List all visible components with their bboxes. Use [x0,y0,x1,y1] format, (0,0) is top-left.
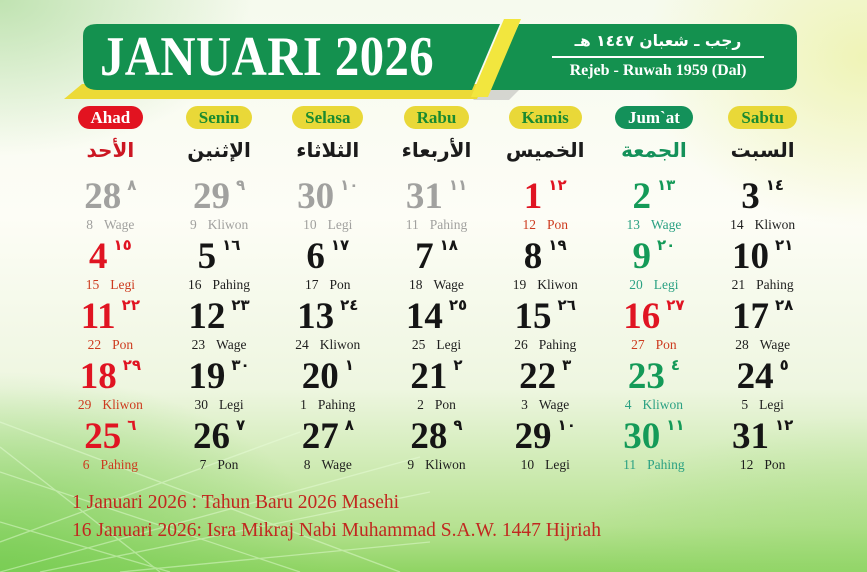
date-main [515,418,576,455]
gregorian-date: 6 [306,236,325,277]
gregorian-date: 20 [301,356,339,397]
date-cell-prev-28 [56,175,165,235]
pasaran-name: Pon [546,217,568,232]
weekday-column-senin [165,106,274,162]
hijri-date-arabic: ٢٥ [448,296,468,314]
weekday-arabic-selasa: الثلاثاء [296,138,360,162]
javanese-date: 10 [520,457,535,472]
gregorian-date: 10 [731,236,769,277]
hijri-date-arabic: ٦ [127,416,137,434]
date-cell-5 [165,235,274,295]
date-cell-31 [708,415,817,475]
date-cell-17 [708,295,817,355]
pasaran-name: Legi [218,397,244,412]
javanese-date-line [409,277,464,292]
javanese-date: 10 [303,217,317,232]
pasaran-name: Pahing [647,457,685,472]
date-main [524,178,567,215]
date-main [628,358,680,395]
pasaran-name: Legi [653,277,679,292]
pasaran-name: Wage [433,277,464,292]
weekday-row [56,106,817,162]
weekday-pill-selasa: Selasa [292,106,363,129]
javanese-date-line [417,397,456,412]
javanese-date: 20 [629,277,643,292]
hijri-date-arabic: ٢٩ [122,356,141,374]
gregorian-date: 15 [514,296,552,337]
date-cell-30 [600,415,709,475]
date-main [84,418,136,455]
pasaran-name: Kliwon [319,337,361,352]
pasaran-name: Pon [434,397,456,412]
javanese-date: 22 [87,337,102,352]
hijri-date-arabic: ٣ [562,356,572,374]
gregorian-date: 30 [297,176,335,217]
gregorian-date: 12 [188,296,226,337]
date-main [623,418,684,455]
hijri-date-arabic: ١٨ [439,236,458,254]
date-main [302,358,354,395]
date-cell-26 [165,415,274,475]
date-main [297,178,358,215]
javanese-date-line [190,217,248,232]
hijri-date-arabic: ٤ [670,356,680,374]
date-main [406,298,467,335]
javanese-date: 17 [305,277,319,292]
javanese-date: 30 [194,397,208,412]
date-cell-12 [165,295,274,355]
date-cell-24 [708,355,817,415]
javanese-date: 13 [626,217,640,232]
pasaran-name: Pahing [212,277,251,292]
date-cell-prev-29 [165,175,274,235]
gregorian-date: 22 [519,356,557,397]
gregorian-date: 31 [731,416,769,457]
weekday-arabic-ahad: الأحد [86,138,135,162]
javanese-date-line [522,217,568,232]
javanese-date: 5 [741,397,749,412]
javanese-date: 8 [303,457,311,472]
javanese-date-line [631,337,677,352]
javanese-date-line [88,337,134,352]
pasaran-name: Kliwon [537,277,578,292]
date-cell-22 [491,355,600,415]
weekday-column-ahad [56,106,165,162]
javanese-date-line [513,277,578,292]
hijri-date-arabic: ٢ [453,356,463,374]
date-cell-11 [56,295,165,355]
date-main [80,358,141,395]
weekday-arabic-jumat: الجمعة [621,138,687,162]
hijri-date-arabic: ١٦ [222,236,241,254]
pasaran-name: Pahing [317,397,356,412]
weekday-pill-rabu: Rabu [404,106,470,129]
gregorian-date: 30 [623,416,661,457]
date-main [732,298,793,335]
hijri-date-arabic: ١١ [666,416,685,434]
holiday-note-1: 1 Januari 2026 : Tahun Baru 2026 Masehi [72,492,400,513]
date-cell-10 [708,235,817,295]
date-cell-prev-30 [273,175,382,235]
date-cell-9 [600,235,709,295]
weekday-pill-sabtu: Sabtu [728,106,797,129]
javanese-date-line [200,457,239,472]
gregorian-date: 28 [84,176,122,217]
gregorian-date: 27 [301,416,339,457]
javanese-date-line [626,217,681,232]
date-cell-4 [56,235,165,295]
javanese-date: 2 [417,397,424,412]
javanese-date: 28 [735,337,749,352]
hijri-date-arabic: ٢٤ [340,296,359,314]
hijri-date-arabic: ٥ [779,356,789,374]
weekday-arabic-rabu: الأربعاء [401,138,472,162]
pasaran-name: Legi [110,277,135,292]
javanese-date-line [741,397,784,412]
hijri-date-arabic: ٧ [235,416,246,434]
javanese-date: 12 [522,217,536,232]
date-main [737,358,789,395]
javanese-date: 15 [85,277,100,292]
date-main [306,238,349,275]
holiday-notes [72,489,601,544]
javanese-date-line [732,277,794,292]
javanese-date: 16 [188,277,202,292]
gregorian-date: 8 [523,236,543,277]
hijri-date-arabic: ١٠ [340,176,359,194]
date-main [198,238,241,275]
pasaran-name: Legi [759,397,784,412]
hijri-date-arabic: ٨ [127,176,137,194]
date-main [741,178,784,215]
gregorian-date: 26 [192,416,230,457]
weekday-pill-kamis: Kamis [509,106,582,129]
pasaran-name: Pon [329,277,351,292]
hijri-date-arabic: ١٠ [557,416,576,434]
hijri-date-arabic: ٨ [344,416,354,434]
date-cell-15 [491,295,600,355]
date-main [732,238,793,275]
gregorian-date: 18 [79,356,117,397]
date-cell-7 [382,235,491,295]
gregorian-date: 9 [632,236,652,277]
pasaran-name: Wage [104,217,135,232]
date-main [89,238,132,275]
header-hijri-block [552,29,764,81]
date-main [623,298,684,335]
javanese-date: 21 [731,277,746,292]
date-main [732,418,793,455]
hijri-date-arabic: ١٢ [774,416,794,434]
gregorian-date: 1 [523,176,543,217]
date-cell-21 [382,355,491,415]
weekday-column-jumat [600,106,709,162]
weekday-arabic-kamis: الخميس [505,138,585,162]
pasaran-name: Legi [545,457,570,472]
javanese-date-line [521,397,569,412]
gregorian-date: 3 [741,176,760,217]
gregorian-date: 7 [415,236,434,277]
hijri-months-arabic: رجب ـ شعبان ١٤٤٧ هـ [574,32,742,50]
date-cell-16 [600,295,709,355]
date-cell-13 [273,295,382,355]
date-main [415,238,458,275]
date-main [84,178,136,215]
date-cell-27 [273,415,382,475]
javanese-date: 11 [623,457,637,472]
date-cell-25 [56,415,165,475]
gregorian-date: 31 [405,176,443,217]
date-main [410,358,462,395]
javanese-date: 8 [86,217,94,232]
date-main [524,238,567,275]
gregorian-date: 5 [197,236,217,277]
javanese-date: 11 [405,217,419,232]
javanese-date-line [86,217,134,232]
gregorian-date: 2 [632,176,652,217]
date-main [410,418,462,455]
weekday-pill-ahad: Ahad [78,106,144,129]
date-cell-14 [382,295,491,355]
javanese-date-line [407,457,465,472]
javanese-date: 3 [521,397,528,412]
header-divider-line [552,56,764,58]
javanese-date-line [300,397,355,412]
date-cell-23 [600,355,709,415]
javanese-date-line [740,457,786,472]
javanese-date: 9 [189,217,197,232]
date-main [81,298,140,335]
javanese-date-line [521,457,570,472]
date-cell-2 [600,175,709,235]
javanese-date-line [192,337,247,352]
pasaran-name: Wage [321,457,352,472]
hijri-date-arabic: ٢١ [774,236,794,254]
dates-grid [56,175,817,475]
javanese-date: 23 [191,337,206,352]
pasaran-name: Wage [538,397,570,412]
javanese-date: 12 [739,457,754,472]
weekday-column-rabu [382,106,491,162]
hijri-date-arabic: ٢٧ [666,296,685,314]
gregorian-date: 13 [297,296,335,337]
javanese-date-line [514,337,576,352]
javanese-date-line [305,277,351,292]
hijri-date-arabic: ١١ [448,176,468,194]
date-cell-1 [491,175,600,235]
javanese-date-line [303,217,352,232]
date-main [302,418,354,455]
date-cell-6 [273,235,382,295]
date-main [515,298,576,335]
weekday-arabic-sabtu: السبت [730,138,795,162]
date-main [297,298,358,335]
gregorian-date: 24 [736,356,774,397]
hijri-date-arabic: ١٢ [548,176,567,194]
gregorian-date: 25 [84,416,122,457]
date-cell-18 [56,355,165,415]
hijri-date-arabic: ١٣ [657,176,676,194]
hijri-date-arabic: ٩ [235,176,246,194]
weekday-column-selasa [273,106,382,162]
pasaran-name: Kliwon [425,457,466,472]
pasaran-name: Kliwon [642,397,684,412]
hijri-date-arabic: ٢٣ [231,296,250,314]
pasaran-name: Legi [327,217,353,232]
gregorian-date: 4 [88,236,108,277]
weekday-pill-jumat: Jum`at [615,106,693,129]
javanese-date-line [406,217,468,232]
javanese-date-line [625,397,683,412]
gregorian-date: 23 [627,356,665,397]
javanese-date-line [304,457,352,472]
javanese-date-line [86,277,135,292]
javanese-date: 7 [199,457,207,472]
pasaran-name: Kliwon [207,217,249,232]
date-main [519,358,571,395]
pasaran-name: Kliwon [102,397,143,412]
javanese-date: 9 [407,457,415,472]
hijri-date-arabic: ٢٨ [774,296,794,314]
javanese-date-line [188,277,250,292]
javanese-date: 29 [77,397,92,412]
pasaran-name: Pahing [756,277,794,292]
hijri-date-arabic: ٢٢ [121,296,140,314]
pasaran-name: Wage [216,337,247,352]
pasaran-name: Pon [217,457,239,472]
hijri-date-arabic: ٣٠ [231,356,250,374]
weekday-column-kamis [491,106,600,162]
javanese-date: 24 [295,337,309,352]
javanese-date-line [730,217,795,232]
hijri-date-arabic: ٢٦ [557,296,576,314]
gregorian-date: 28 [410,416,448,457]
javanese-date: 26 [514,337,528,352]
date-main [406,178,467,215]
date-cell-20 [273,355,382,415]
javanese-date-line [623,457,685,472]
date-cell-29 [491,415,600,475]
javanese-date: 4 [624,397,632,412]
hijri-date-arabic: ١٩ [548,236,567,254]
gregorian-date: 17 [731,296,769,337]
javanese-date-line [295,337,360,352]
javanese-date: 14 [730,217,744,232]
javanese-date: 6 [82,457,90,472]
javanese-date: 27 [631,337,645,352]
gregorian-date: 21 [410,356,448,397]
pasaran-name: Pahing [538,337,577,352]
hijri-date-arabic: ٢٠ [657,236,676,254]
gregorian-date: 16 [623,296,661,337]
javanese-date-line [194,397,243,412]
pasaran-name: Legi [436,337,462,352]
javanese-months-line: Rejeb - Ruwah 1959 (Dal) [569,62,747,79]
javanese-date-line [412,337,461,352]
javanese-date: 18 [409,277,423,292]
date-main [633,178,676,215]
hijri-date-arabic: ١٥ [113,236,132,254]
pasaran-name: Pahing [429,217,468,232]
pasaran-name: Pahing [100,457,138,472]
weekday-arabic-senin: الإثنين [187,138,251,162]
javanese-date-line [78,397,143,412]
date-main [188,358,249,395]
date-cell-prev-31 [382,175,491,235]
gregorian-date: 29 [514,416,552,457]
javanese-date-line [629,277,678,292]
gregorian-date: 19 [188,356,226,397]
gregorian-date: 14 [405,296,443,337]
hijri-date-arabic: ٩ [453,416,463,434]
pasaran-name: Wage [759,337,791,352]
date-cell-8 [491,235,600,295]
pasaran-name: Kliwon [754,217,796,232]
weekday-column-sabtu [708,106,817,162]
hijri-date-arabic: ١٧ [330,236,350,254]
javanese-date: 25 [411,337,426,352]
hijri-date-arabic: ١٤ [765,176,785,194]
pasaran-name: Pon [764,457,786,472]
month-title: JANUARI 2026 [100,26,435,88]
gregorian-date: 29 [192,176,230,217]
javanese-date-line [735,337,790,352]
date-main [633,238,676,275]
date-cell-19 [165,355,274,415]
pasaran-name: Pon [112,337,134,352]
javanese-date: 1 [300,397,307,412]
hijri-date-arabic: ١ [344,356,354,374]
date-main [193,178,245,215]
date-cell-3 [708,175,817,235]
pasaran-name: Wage [650,217,682,232]
javanese-date-line [83,457,138,472]
date-cell-28 [382,415,491,475]
holiday-note-2: 16 Januari 2026: Isra Mikraj Nabi Muhammad S.A.W. 1447 Hijriah [72,519,601,541]
date-main [188,298,249,335]
gregorian-date: 11 [80,296,116,337]
javanese-date: 19 [512,277,527,292]
date-main [193,418,245,455]
pasaran-name: Pon [655,337,677,352]
weekday-pill-senin: Senin [186,106,253,129]
